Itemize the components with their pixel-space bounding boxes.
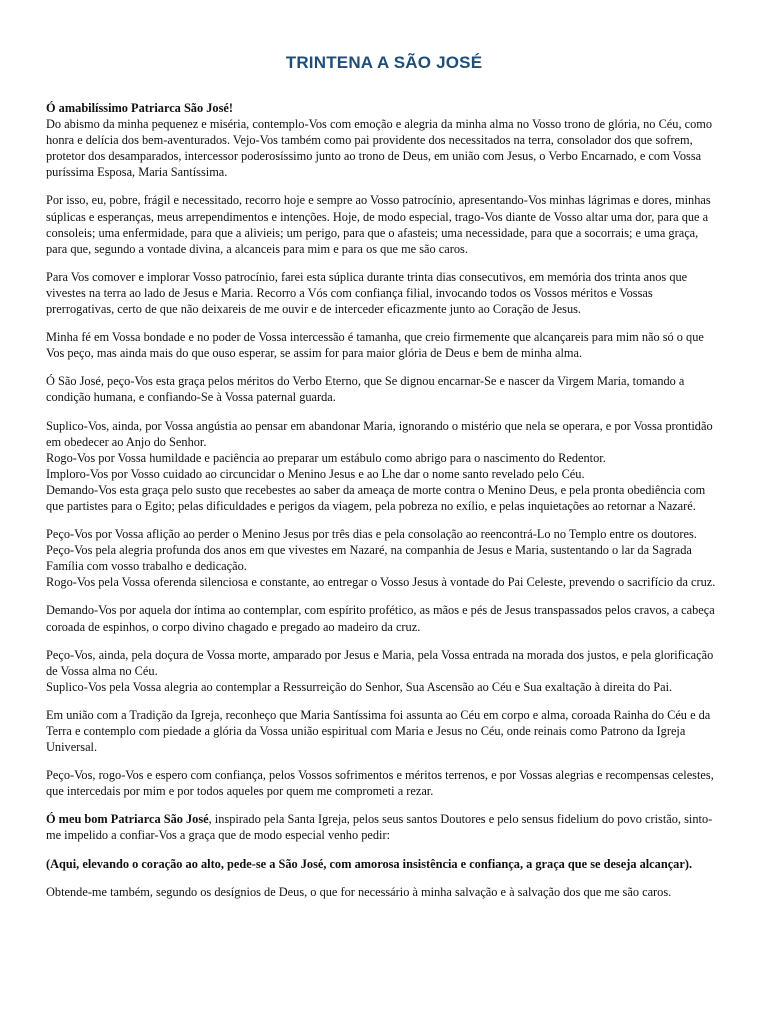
paragraph-line: Peço-Vos, rogo-Vos e espero com confiança, pelos Vossos sofrimentos e méritos terrenos, e por Vossas alegrias e recompensas celestes, que intercedais por mim e por todos aqueles por quem me comprometi a rezar. (46, 768, 714, 799)
paragraph-line: Peço-Vos, ainda, pela doçura de Vossa morte, amparado por Jesus e Maria, pela Vossa entrada na morada dos justos, e pela glorificação de Vossa alma no Céu. (46, 647, 714, 678)
paragraph-line: Por isso, eu, pobre, frágil e necessitado, recorro hoje e sempre ao Vosso patrocínio, apresentando-Vos minhas lágrimas e dores, minhas súplicas e esperanças, meus arrependimentos e intenções. Hoje, de modo especial, trago-Vos diante de Vosso altar uma dor, para que a consoleis; uma enfermidade, para que a alivieis; um perigo, para que o afasteis; uma necessidade, para que a socorrais; e uma graça, para que, segundo a vontade divina, a alcanceis para mim e para os que me são caros. (46, 193, 711, 256)
paragraph-text: , inspirado pela Santa Igreja, pelos seus santos Doutores e pelo sensus fidelium do povo cristão, sinto-me impelido a confiar-Vos a graça que de modo especial venho pedir: (46, 812, 713, 843)
paragraph (46, 856, 722, 872)
paragraph-line: Peço-Vos pela alegria profunda dos anos em que vivestes em Nazaré, na companhia de Jesus e Maria, sustentando o lar da Sagrada Família com vosso trabalho e dedicação. (46, 543, 692, 574)
paragraph (46, 526, 722, 590)
paragraph-line: Rogo-Vos por Vossa humildade e paciência ao preparar um estábulo como abrigo para o nascimento do Redentor. (46, 450, 606, 465)
paragraph (46, 767, 722, 799)
paragraph (46, 269, 722, 317)
paragraph-line: Minha fé em Vossa bondade e no poder de Vossa intercessão é tamanha, que creio firmemente que alcançareis para mim não só o que Vos peço, mas ainda mais do que ouso esperar, se assim for para maior glória de Deus e bem de minha alma. (46, 330, 704, 361)
paragraph (46, 707, 722, 755)
paragraph-line: Imploro-Vos por Vosso cuidado ao circuncidar o Menino Jesus e ao Lhe dar o nome santo revelado pelo Céu. (46, 466, 585, 481)
paragraph (46, 373, 722, 405)
paragraph-line: Ó São José, peço-Vos esta graça pelos méritos do Verbo Eterno, que Se dignou encarnar-Se e nascer da Virgem Maria, tomando a condição humana, e confiando-Se à Vossa paternal guarda. (46, 374, 685, 405)
paragraph-bold-line: Ó amabilíssimo Patriarca São José! (46, 101, 233, 115)
paragraph (46, 192, 722, 256)
paragraph-line: Do abismo da minha pequenez e miséria, contemplo-Vos com emoção e alegria da minha alma no Vosso trono de glória, no Céu, como honra e delícia dos bem-aventurados. Vejo-Vos também como pai providente dos necessitados na terra, consolador dos que sofrem, protetor dos desamparados, intercessor poderosíssimo junto ao trono de Deus, em união com Jesus, o Verbo Encarnado, e com Vossa puríssima Esposa, Maria Santíssima. (46, 117, 713, 180)
paragraph-line: Demando-Vos esta graça pelo susto que recebestes ao saber da ameaça de morte contra o Menino Deus, e pela pronta obediência com que partistes para o Egito; pelas dificuldades e perigos da viagem, pela pobreza no exílio, e pelas inquietações ao retornar a Nazaré. (46, 482, 706, 513)
paragraph-line: Obtende-me também, segundo os desígnios de Deus, o que for necessário à minha salvação e à salvação dos que me são caros. (46, 884, 672, 899)
paragraph-bold-lead: Ó meu bom Patriarca São José (46, 812, 209, 827)
paragraph-line: Peço-Vos por Vossa aflição ao perder o Menino Jesus por três dias e pela consolação ao reencontrá-Lo no Templo entre os doutores. (46, 527, 697, 542)
paragraph-line: Suplico-Vos, ainda, por Vossa angústia ao pensar em abandonar Maria, ignorando o mistério que nela se operara, e por Vossa prontidão em obedecer ao Anjo do Senhor. (46, 418, 713, 449)
paragraph (46, 811, 722, 843)
paragraph (46, 884, 722, 900)
paragraph-line: Em união com a Tradição da Igreja, reconheço que Maria Santíssima foi assunta ao Céu em corpo e alma, coroada Rainha do Céu e da Terra e contemplo com piedade a glória da Vossa união espiritual com Maria e Jesus no Céu, onde reinais como Patrono da Igreja Universal. (46, 707, 711, 755)
paragraph-bold-line: (Aqui, elevando o coração ao alto, pede-se a São José, com amorosa insistência e confiança, a graça que se deseja alcançar). (46, 856, 693, 871)
paragraph (46, 418, 722, 515)
paragraph (46, 602, 722, 634)
paragraph (46, 329, 722, 361)
document-body (46, 100, 722, 900)
paragraph-line: Demando-Vos por aquela dor íntima ao contemplar, com espírito profético, as mãos e pés de Jesus transpassados pelos cravos, a cabeça coroada de espinhos, o corpo divino chagado e pregado ao madeiro da cruz. (46, 603, 715, 634)
paragraph-line: Para Vos comover e implorar Vosso patrocínio, farei esta súplica durante trinta dias consecutivos, em memória dos trinta anos que vivestes na terra ao lado de Jesus e Maria. Recorro a Vós com confiança filial, invocando todos os Vossos méritos e Vossas prerrogativas, certo de que não deixareis de me ouvir e de interceder eficazmente junto ao Coração de Jesus. (46, 269, 688, 317)
paragraph-line: Rogo-Vos pela Vossa oferenda silenciosa e constante, ao entregar o Vosso Jesus à vontade do Pai Celeste, prevendo o sacrifício da cruz. (46, 575, 716, 590)
paragraph (46, 647, 722, 695)
page-title: TRINTENA A SÃO JOSÉ (285, 53, 483, 72)
paragraph-line: Suplico-Vos pela Vossa alegria ao contemplar a Ressurreição do Senhor, Sua Ascensão ao Céu e Sua exaltação à direita do Pai. (46, 679, 673, 694)
paragraph (46, 100, 722, 180)
